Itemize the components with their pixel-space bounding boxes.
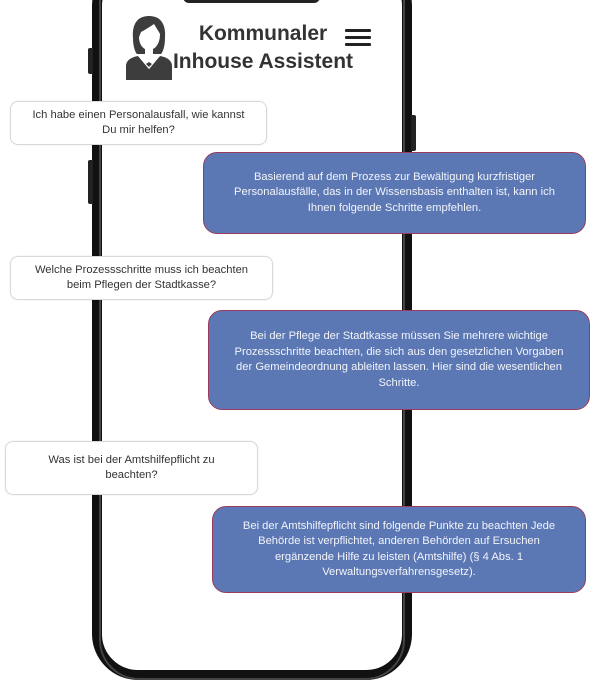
message-text: Ich habe einen Personalausfall, wie kannst Du mir helfen? <box>32 108 245 136</box>
chat-message-assistant <box>212 506 586 593</box>
chat-message-user <box>10 256 273 300</box>
hamburger-menu-icon[interactable] <box>345 26 371 48</box>
message-text: Was ist bei der Amtshilfepflicht zu beachten? <box>48 453 215 481</box>
chat-message-user <box>10 101 267 145</box>
user-female-icon <box>124 14 174 82</box>
phone-power-button <box>411 115 416 151</box>
phone-notch <box>183 0 320 3</box>
chat-message-assistant <box>208 310 590 410</box>
app-header <box>120 10 380 85</box>
phone-side-button-left <box>88 160 93 204</box>
message-text: Bei der Pflege der Stadtkasse müssen Sie mehrere wichtige Prozessschritte beachten, die sich aus den gesetzlichen Vorgaben der Gemeindeordnung ableiten lassen. Hier sind die wesentlichen Schritte. <box>234 330 564 389</box>
chat-message-assistant <box>203 152 586 234</box>
message-text: Bei der Amtshilfepflicht sind folgende Punkte zu beachten Jede Behörde ist verpflichtet, anderen Behörden auf Ersuchen ergänzende Hilfe zu leisten (Amtshilfe) (§ 4 Abs. 1 Verwaltungsverfahrensgesetz). <box>242 519 556 578</box>
app-title <box>168 20 358 76</box>
chat-message-user <box>5 441 258 495</box>
message-text: Welche Prozessschritte muss ich beachten beim Pflegen der Stadtkasse? <box>34 263 249 291</box>
phone-volume-button <box>88 48 93 74</box>
message-text: Basierend auf dem Prozess zur Bewältigung kurzfristiger Personalausfälle, das in der Wissensbasis enthalten ist, kann ich Ihnen folgende Schritte empfehlen. <box>234 170 555 214</box>
app-title-line1: Kommunaler <box>198 22 328 45</box>
app-title-line2: Inhouse Assistent <box>172 50 354 73</box>
